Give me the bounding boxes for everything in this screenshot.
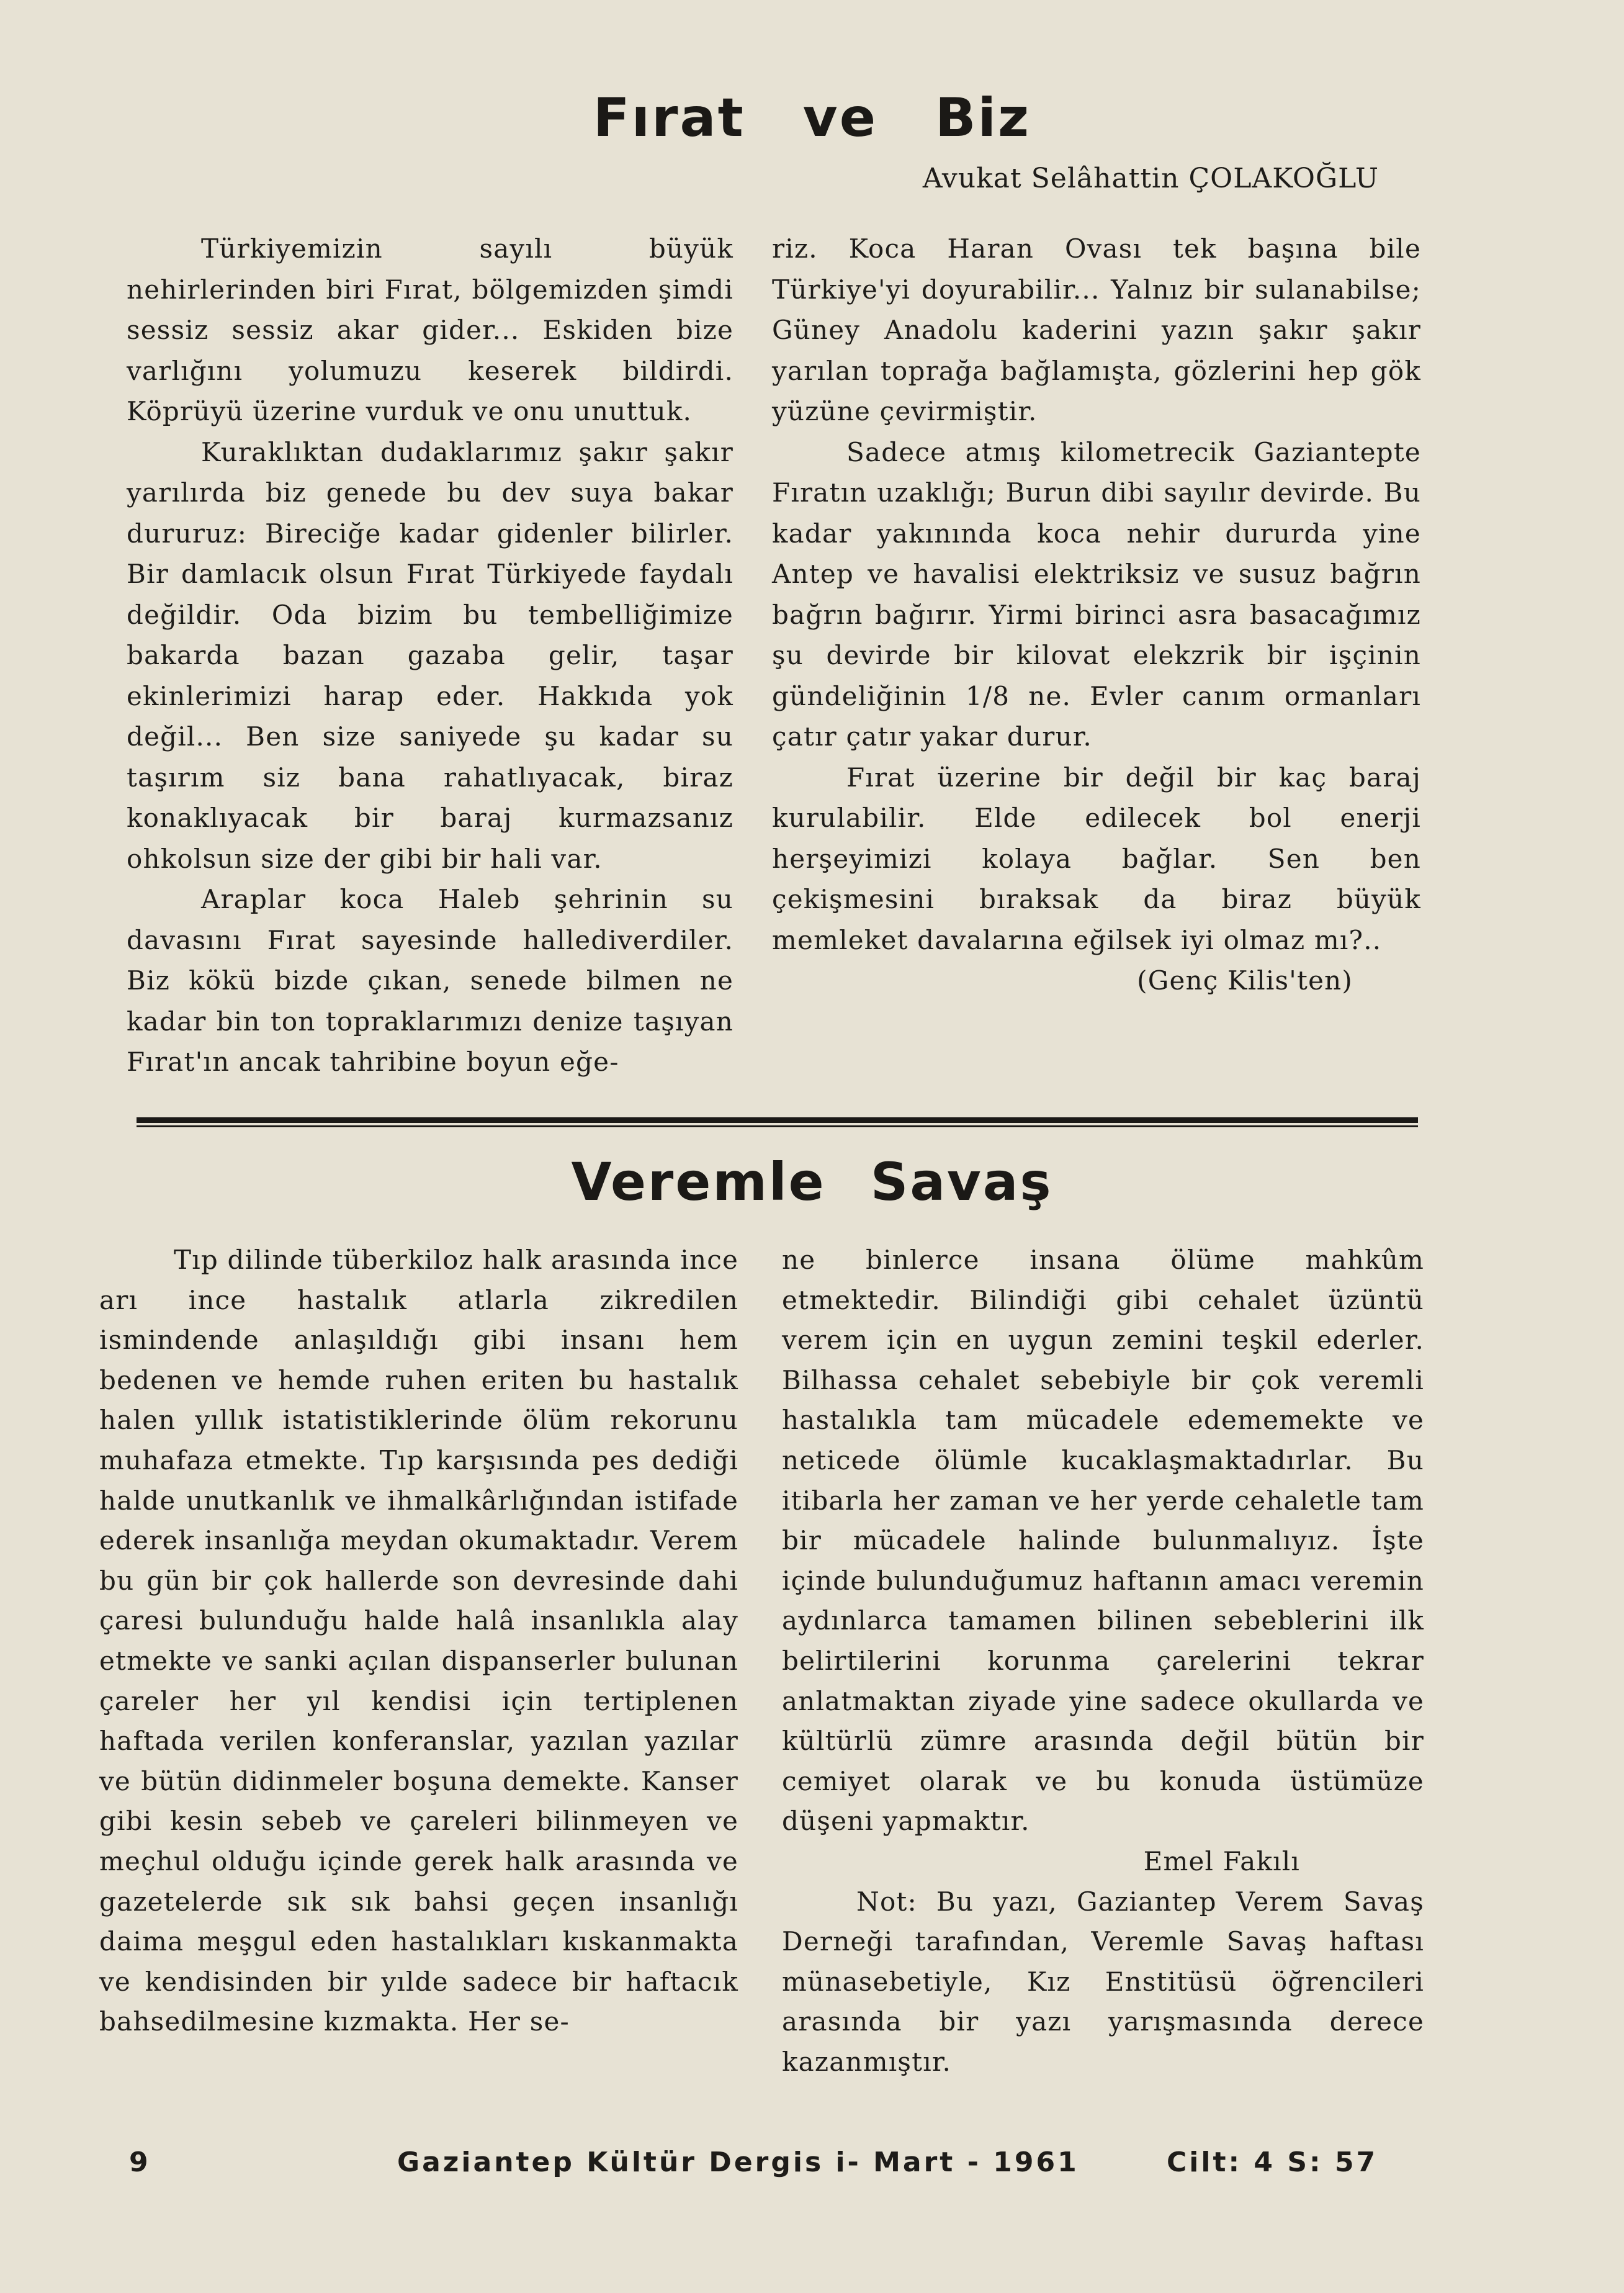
paragraph: Fırat üzerine bir değil bir kaç baraj kurulabilir. Elde edilecek bol enerji herşeyimizi kolaya bağlar. Sen ben çekişmesini bıraksak da biraz büyük memleket davalarına eğilsek iyi olmaz mı?.. bbox=[772, 762, 1421, 955]
article-title: Veremle Savaş bbox=[571, 1151, 1053, 1212]
paragraph: riz. Koca Haran Ovası tek başına bile Türkiye'yi doyurabilir... Yalnız bir sulanabilse; Güney Anadolu kaderini yazın şakır şakır yarılan toprağa bağlamışta, gözlerini hep gök yüzüne çevirmiştir. bbox=[772, 233, 1421, 426]
article-column-left bbox=[127, 228, 733, 1083]
paragraph: ne binlerce insana ölüme mahkûm etmektedir. Bilindiği gibi cehalet üzüntü verem için en uygun zemini teşkil ederler. Bilhassa cehalet sebebiyle bir çok veremli hastalıkla tam mücadele edememekte ve neticede ölümle kucaklaşmaktadırlar. Bu itibarla her zaman ve her yerde cehaletle tam bir mücadele halinde bulunmalıyız. İşte içinde bulunduğumuz haftanın amacı veremin aydınlarca tamamen bilinen sebeblerini ilk belirtilerini korunma çarelerini tekrar anlatmaktan ziyade yine sadece okullarda ve kültürlü zümre arasında değil bütün bir cemiyet olarak ve bu konuda üstümüze düşeni yapmaktır. bbox=[782, 1245, 1424, 1837]
paragraph: Türkiyemizin sayılı büyük nehirlerinden biri Fırat, bölgemizden şimdi sessiz sessiz akar gider... Eskiden bize varlığını yolumuzu keserek bildirdi. Köprüyü üzerine vurduk ve onu unuttuk. bbox=[127, 233, 733, 426]
paragraph: Tıp dilinde tüberkiloz halk arasında ince arı ince hastalık atlarla zikredilen ismindende anlaşıldığı gibi insanı hem bedenen ve hemde ruhen eriten bu hastalık halen yıllık istatistiklerinde ölüm rekorunu muhafaza etmekte. Tıp karşısında pes dediği halde unutkanlık ve ihmalkârlığından istifade ederek insanlığa meydan okumaktadır. Verem bu gün bir çok hallerde son devresinde dahi çaresi bulunduğu halde halâ insanlıkla alay etmekte ve sanki açılan dispanserler bulunan çareler her yıl kendisi için tertiplenen haftada verilen konferanslar, yazılan yazılar ve bütün didinmeler boşuna demekte. Kanser gibi kesin sebeb ve çareleri bilinmeyen ve meçhul olduğu içinde gerek halk arasında ve gazetelerde sık sık bahsi geçen insanlığı daima meşgul eden hastalıkları kıskanmakta ve kendisinden bir yılde sadece bir haftacık bahsedilmesine kızmakta. Her se- bbox=[99, 1245, 738, 2037]
article-signature: Emel Fakılı bbox=[1143, 1845, 1300, 1876]
paragraph: Araplar koca Haleb şehrinin su davasını Fırat sayesinde hallediverdiler. Biz kökü bizde çıkan, senede bilmen ne kadar bin ton topraklarımızı denize taşıyan Fırat'ın ancak tahribine boyun eğe- bbox=[127, 884, 733, 1077]
article-column-right bbox=[782, 1240, 1424, 2082]
section-divider bbox=[137, 1117, 1418, 1123]
article-column-right bbox=[772, 228, 1421, 1001]
paragraph: Sadece atmış kilometrecik Gaziantepte Fıratın uzaklığı; Burun dibi sayılır devirde. Bu kadar yakınında koca nehir dururda yine Antep ve havalisi elektriksiz ve susuz bağrın bağrın bağırır. Yirmi birinci asra basacağımız şu devirde bir kilovat elekzrik bir işçinin gündeliğinin 1/8 ne. Evler canım ormanları çatır çatır yakar durur. bbox=[772, 436, 1421, 752]
article-title: Fırat ve Biz bbox=[593, 87, 1031, 149]
article-column-left bbox=[99, 1240, 738, 2042]
page-footer bbox=[0, 2147, 1624, 2184]
magazine-issue: Gaziantep Kültür Dergis i- Mart - 1961 bbox=[397, 2147, 1079, 2178]
section-divider-thin bbox=[137, 1125, 1418, 1127]
volume-issue: Cilt: 4 S: 57 bbox=[1167, 2147, 1378, 2178]
article-source: (Genç Kilis'ten) bbox=[1137, 965, 1353, 996]
article-author: Avukat Selâhattin ÇOLAKOĞLU bbox=[922, 163, 1379, 194]
paragraph: Kuraklıktan dudaklarımız şakır şakır yarılırda biz genede bu dev suya bakar dururuz: Bireciğe kadar gidenler bilirler. Bir damlacık olsun Fırat Türkiyede faydalı değildir. Oda bizim bu tembelliğimize bakarda bazan gazaba gelir, taşar ekinlerimizi harap eder. Hakkıda yok değil... Ben size saniyede şu kadar su taşırım siz bana rahatlıyacak, biraz konaklıyacak bir baraj kurmazsanız ohkolsun size der gibi bir hali var. bbox=[127, 436, 733, 874]
page-number: 9 bbox=[129, 2147, 151, 2178]
article-note: Not: Bu yazı, Gaziantep Verem Savaş Derneği tarafından, Veremle Savaş haftası münasebetiyle, Kız Enstitüsü öğrencileri arasında bir yazı yarışmasında derece kazanmıştır. bbox=[782, 1886, 1424, 2077]
